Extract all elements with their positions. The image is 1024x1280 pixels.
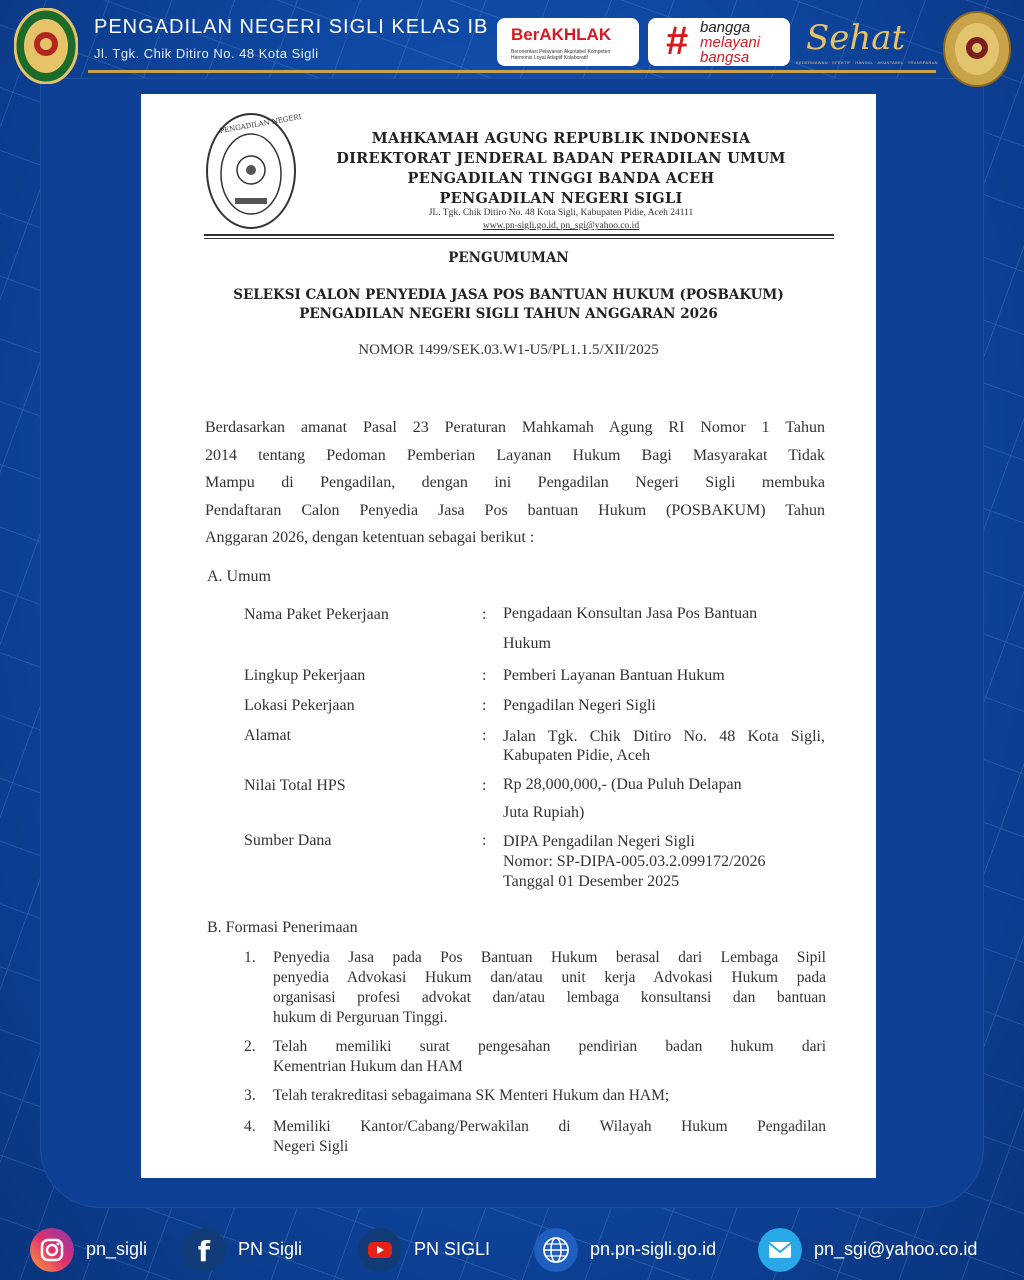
letterhead-line-1: MAHKAMAH AGUNG REPUBLIK INDONESIA xyxy=(371,130,751,147)
detail-value-line: Pemberi Layanan Bantuan Hukum xyxy=(503,667,725,684)
letterhead-line-3: PENGADILAN TINGGI BANDA ACEH xyxy=(407,170,715,187)
requirement-line: organisasi profesi advokat dan/atau lembaga konsultansi dan bantuan xyxy=(273,989,826,1006)
detail-value xyxy=(503,667,825,685)
section-a-heading: A. Umum xyxy=(207,568,271,585)
detail-colon: : xyxy=(482,727,487,744)
footer-youtube[interactable] xyxy=(358,1228,508,1274)
website-url: pn.pn-sigli.go.id xyxy=(590,1239,717,1259)
detail-colon: : xyxy=(482,697,487,714)
requirement-text xyxy=(273,1086,826,1106)
detail-colon: : xyxy=(482,606,487,623)
detail-label: Nilai Total HPS xyxy=(244,777,346,794)
footer-website[interactable] xyxy=(534,1228,734,1274)
requirement-line: penyedia Advokasi Hukum dan/atau unit kerja Advokasi Hukum pada xyxy=(273,969,826,986)
detail-value-line: Pengadilan Negeri Sigli xyxy=(503,697,656,714)
intro-line: 2014 tentang Pedoman Pemberian Layanan Hukum Bagi Masyarakat Tidak xyxy=(205,446,825,464)
intro-line: Mampu di Pengadilan, dengan ini Pengadilan Negeri Sigli membuka xyxy=(205,474,825,491)
header-title: PENGADILAN NEGERI SIGLI KELAS IB xyxy=(94,16,489,38)
berakhlak-badge xyxy=(497,18,639,66)
youtube-channel: PN SIGLI xyxy=(414,1239,491,1259)
email-address: pn_sgi@yahoo.co.id xyxy=(814,1239,978,1259)
detail-value xyxy=(503,832,825,892)
detail-value-line: DIPA Pengadilan Negeri Sigli xyxy=(503,833,695,850)
court-logo-icon xyxy=(14,8,78,84)
detail-value xyxy=(503,727,825,765)
detail-value-line: Tanggal 01 Desember 2025 xyxy=(503,873,680,890)
detail-label: Sumber Dana xyxy=(244,832,332,849)
detail-value xyxy=(503,771,825,827)
detail-value-line: Rp 28,000,000,- (Dua Puluh Delapan xyxy=(503,776,742,793)
requirement-line: Penyedia Jasa pada Pos Bantuan Hukum berasal dari Lembaga Sipil xyxy=(273,949,826,966)
intro-paragraph xyxy=(205,414,825,552)
svg-text:f: f xyxy=(197,1235,211,1268)
requirement-line: Memiliki Kantor/Cabang/Perwakilan di Wilayah Hukum Pengadilan xyxy=(273,1118,826,1135)
footer-email[interactable] xyxy=(758,1228,998,1274)
letterhead-web: www.pn-sigli.go.id, pn_sgi@yahoo.co.id xyxy=(482,221,640,231)
requirement-number: 1. xyxy=(244,949,256,966)
letterhead-line-2: DIREKTORAT JENDERAL BADAN PERADILAN UMUM xyxy=(336,150,786,167)
letterhead-address: JL. Tgk. Chik Ditiro No. 48 Kota Sigli, Kabupaten Pidie, Aceh 24111 xyxy=(428,208,694,218)
detail-colon: : xyxy=(482,667,487,684)
requirement-number: 2. xyxy=(244,1038,256,1055)
document-subject-1: SELEKSI CALON PENYEDIA JASA POS BANTUAN HUKUM (POSBAKUM) xyxy=(233,287,784,303)
berakhlak-title: BerAKHLAK xyxy=(511,25,612,44)
footer-facebook[interactable] xyxy=(182,1228,332,1274)
requirement-line: Telah memiliki surat pengesahan pendirian badan hukum dari xyxy=(273,1038,826,1055)
detail-value-line: Pengadaan Konsultan Jasa Pos Bantuan xyxy=(503,605,758,622)
supreme-court-emblem-icon xyxy=(942,10,1012,88)
requirement-line: Telah terakreditasi sebagaimana SK Menteri Hukum dan HAM; xyxy=(273,1087,670,1104)
bangga-word-1: bangga xyxy=(700,19,751,36)
youtube-icon xyxy=(358,1228,402,1272)
detail-value-line: Kabupaten Pidie, Aceh xyxy=(503,747,651,764)
facebook-icon xyxy=(182,1228,226,1272)
letterhead-rule-thin xyxy=(204,238,834,239)
letterhead-line-4: PENGADILAN NEGERI SIGLI xyxy=(439,190,683,207)
requirement-number: 3. xyxy=(244,1087,256,1104)
instagram-icon xyxy=(30,1228,74,1272)
header-divider xyxy=(88,70,936,73)
sehat-logo: Sehat xyxy=(806,18,906,58)
bangga-word-2: melayani xyxy=(700,34,761,51)
seal-text: PENGADILAN NEGERI xyxy=(218,112,303,136)
globe-icon xyxy=(534,1228,578,1272)
intro-line: Anggaran 2026, dengan ketentuan sebagai berikut : xyxy=(205,529,535,546)
detail-value xyxy=(503,697,825,715)
detail-label: Alamat xyxy=(244,727,292,744)
hashtag-icon: # xyxy=(666,19,689,63)
section-b-heading: B. Formasi Penerimaan xyxy=(207,919,358,936)
detail-colon: : xyxy=(482,832,487,849)
berakhlak-subtitle: Berorientasi Pelayanan Akuntabel Kompeten Harmonis Loyal Adaptif Kolaboratif xyxy=(511,49,611,61)
bangga-badge xyxy=(648,18,790,66)
letterhead-rule-thick xyxy=(204,234,834,236)
document-heading: PENGUMUMAN xyxy=(448,250,569,266)
requirement-text xyxy=(273,948,826,1028)
requirement-line: hukum di Perguruan Tinggi. xyxy=(273,1009,448,1026)
intro-line: Pendaftaran Calon Penyedia Jasa Pos bantuan Hukum (POSBAKUM) Tahun xyxy=(205,501,825,519)
intro-line: Berdasarkan amanat Pasal 23 Peraturan Mahkamah Agung RI Nomor 1 Tahun xyxy=(205,419,825,436)
bangga-word-3: bangsa xyxy=(700,49,750,66)
detail-label: Lokasi Pekerjaan xyxy=(244,697,355,714)
announcement-document xyxy=(141,94,876,1178)
detail-colon: : xyxy=(482,777,487,794)
mail-icon xyxy=(758,1228,802,1272)
detail-label: Lingkup Pekerjaan xyxy=(244,667,366,684)
requirement-text xyxy=(273,1037,826,1077)
header-address: Jl. Tgk. Chik Ditiro No. 48 Kota Sigli xyxy=(94,46,319,61)
requirement-line: Negeri Sigli xyxy=(273,1138,349,1155)
document-number: NOMOR 1499/SEK.03.W1-U5/PL1.1.5/XII/2025 xyxy=(358,342,659,358)
detail-value xyxy=(503,599,825,659)
detail-label: Nama Paket Pekerjaan xyxy=(244,606,389,623)
document-subject-2: PENGADILAN NEGERI SIGLI TAHUN ANGGARAN 2026 xyxy=(299,306,718,322)
sehat-subtitle: KEDERMAWAN · EFEKTIF · HANDAL · AKUNTABEL · TRANSPARAN xyxy=(796,60,938,65)
detail-value-line: Hukum xyxy=(503,635,551,652)
detail-value-line: Nomor: SP-DIPA-005.03.2.099172/2026 xyxy=(503,853,766,870)
requirement-text xyxy=(273,1117,826,1157)
requirement-line: Kementrian Hukum dan HAM xyxy=(273,1058,463,1075)
facebook-page: PN Sigli xyxy=(238,1239,303,1259)
requirement-number: 4. xyxy=(244,1118,256,1135)
detail-value-line: Juta Rupiah) xyxy=(503,804,585,821)
instagram-handle: pn_sigli xyxy=(86,1239,148,1259)
detail-value-line: Jalan Tgk. Chik Ditiro No. 48 Kota Sigli, xyxy=(503,728,825,745)
footer-instagram[interactable] xyxy=(30,1228,170,1274)
